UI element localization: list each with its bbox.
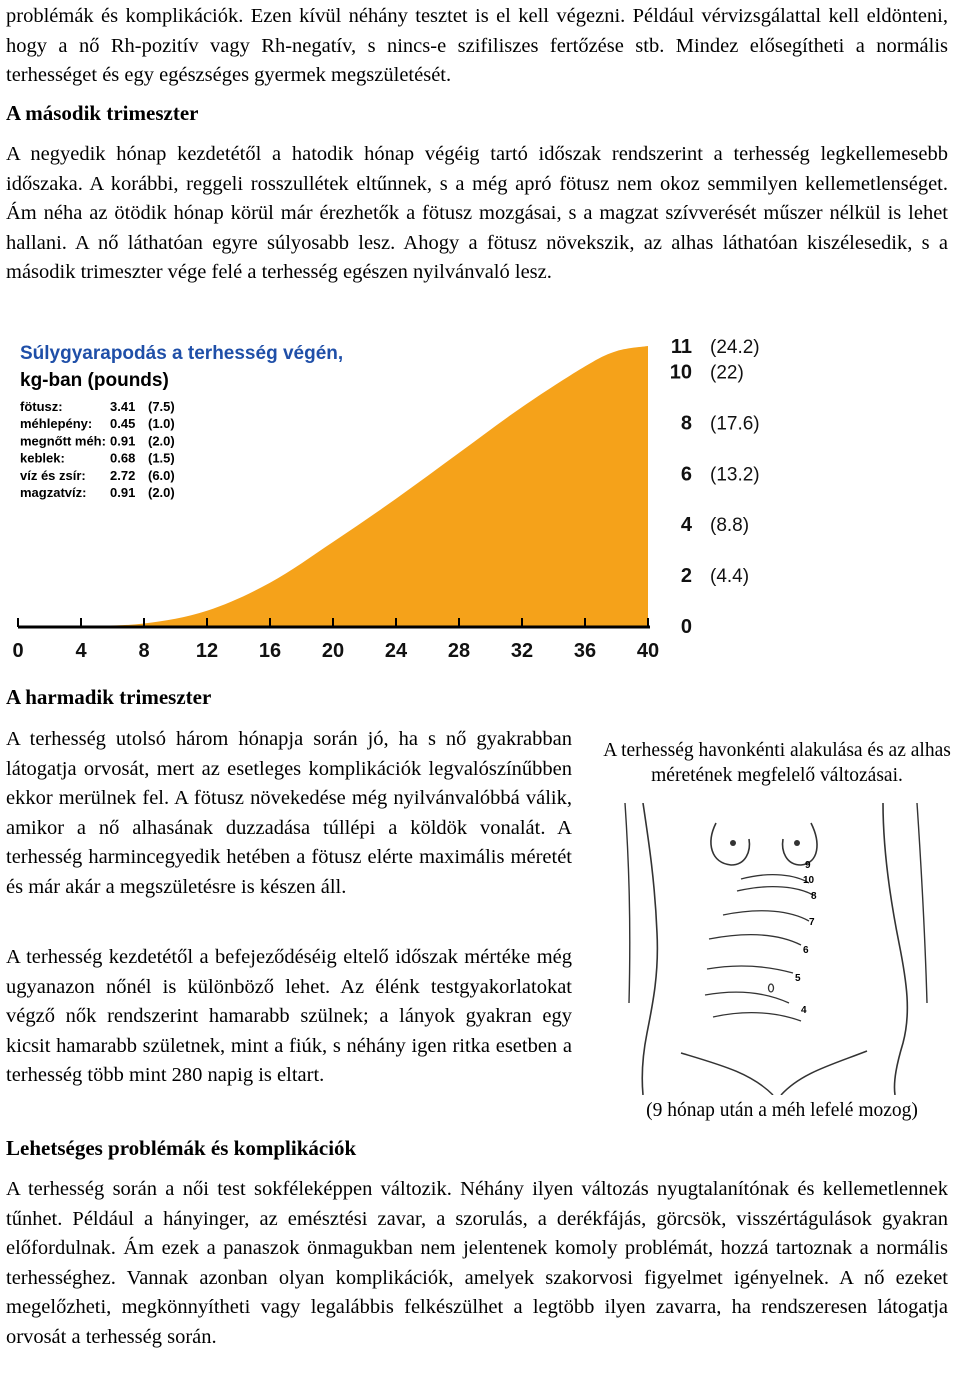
y-tick-label-lb: (22): [710, 362, 744, 384]
pregnancy-belly-illustration: [621, 803, 933, 1095]
x-tick-label: 8: [138, 640, 150, 662]
x-tick-label: 24: [384, 640, 408, 662]
legend-label: keblek:: [20, 450, 65, 466]
legend-label: fötusz:: [20, 399, 63, 414]
legend-label: megnőtt méh:: [20, 433, 106, 449]
y-tick-label-lb: (17.6): [710, 413, 760, 435]
chart-subtitle: kg-ban (pounds): [20, 370, 169, 391]
legend-value-kg: 0.91: [110, 485, 136, 500]
legend-value-kg: 3.41: [110, 399, 136, 414]
intro-paragraph: problémák és komplikációk. Ezen kívül néhány tesztet is el kell végezni. Például vérvizsgálattal kell eldönteni, hogy a nő Rh-pozitív vagy Rh-negatív, s nincs-e szifiliszes fertőzése stb. Mindez elősegítheti a normális terhességet és egy egészséges gyermek megszületését.: [6, 5, 948, 86]
x-tick-label: 28: [447, 640, 471, 662]
x-tick-label: 20: [321, 640, 345, 662]
month-label: 6: [803, 945, 809, 956]
legend-value-lb: (1.5): [148, 450, 175, 466]
y-tick-label-kg: 10: [669, 361, 692, 384]
weight-gain-chart: [8, 326, 798, 666]
x-tick-label: 32: [510, 640, 534, 662]
y-tick-label-kg: 4: [680, 514, 692, 537]
problems-paragraph: A terhesség során a női test sokféleképpen változik. Néhány ilyen változás nyugtalanítónak és kellemetlennek tűnhet. Például a hányinger, az emésztési zavar, a szorulás, a derékfájás, görcsök, visszértágulások gyakran előfordulnak. Ám ezek a panaszok önmagukban nem jelentenek komoly problémát, hozzá tartoznak a normális terhességhez. Vannak azonban olyan komplikációk, amelyek szakorvosi figyelmet igényelnek. A nő ezeket megelőzheti, megkönnyítheti vagy legalábbis felkészülhet a legtöbb ilyen zavarra, ha rendszeresen látogatja orvosát a terhesség során.: [6, 1178, 948, 1348]
legend-label: magzatvíz:: [20, 485, 87, 500]
legend-value-kg: 0.91: [110, 433, 136, 449]
x-tick-label: 36: [573, 640, 597, 662]
legend-value-lb: (6.0): [148, 467, 175, 483]
y-tick-label-lb: (8.8): [710, 515, 750, 537]
y-axis-ticks: [670, 336, 760, 638]
figure-note: (9 hónap után a méh lefelé mozog): [646, 1100, 918, 1121]
second-trimester-paragraph: A negyedik hónap kezdetétől a hatodik hónap végéig tartó időszak rendszerint a terhesség legkellemesebb időszaka. A korábbi, reggeli rosszullétek eltűnnek, s a még apró fötusz nem okoz semmilyen kellemetlenséget. Ám néha az ötödik hónap körül már érezhetők a fötusz mozgásai, s a magzat szívverését műszer nélkül is lehet hallani. A nő láthatóan egyre súlyosabb lesz. Ahogy a fötusz növekszik, az alhas láthatóan kiszélesedik, s a második trimeszter vége felé a terhesség egészen nyilvánvaló lesz.: [6, 143, 948, 283]
third-trimester-paragraph-2: A terhesség kezdetétől a befejeződéséig eltelő időszak mértéke még ugyanazon nőnél is különböző lehet. Az élénk testgyakorlatokat végző nők rendszerint hamarabb szülnek; a lányok gyakran egy kicsit hamarabb születnek, mint a fiúk, s néhány igen ritka esetben a terhesség több mint 280 napig is eltart.: [6, 946, 572, 1086]
chart-title: Súlygyarapodás a terhesség végén,: [20, 343, 344, 364]
x-tick-label: 40: [636, 640, 660, 662]
x-tick-label: 0: [12, 640, 24, 662]
legend-value-lb: (1.0): [148, 416, 175, 432]
y-tick-label-lb: (24.2): [710, 337, 760, 358]
third-trimester-heading: A harmadik trimeszter: [6, 685, 212, 709]
y-tick-label-kg: 11: [670, 336, 692, 358]
y-tick-label-lb: (4.4): [710, 566, 750, 588]
month-label: 5: [795, 973, 801, 984]
legend-value-lb: (2.0): [148, 433, 175, 449]
y-tick-label-lb: (13.2): [710, 464, 760, 486]
figure-caption: A terhesség havonkénti alakulása és az alhas méretének megfelelő változásai.: [603, 740, 951, 786]
x-tick-label: 16: [258, 640, 282, 662]
legend-value-kg: 2.72: [110, 467, 136, 483]
legend-value-kg: 0.68: [110, 450, 136, 466]
legend-value-lb: (2.0): [148, 485, 175, 500]
y-tick-label-kg: 8: [680, 412, 692, 435]
belly-drawing: [621, 803, 933, 1095]
legend-label: víz és zsír:: [20, 467, 86, 483]
legend-value-lb: (7.5): [148, 399, 175, 414]
month-label: 10: [803, 875, 815, 886]
month-label: 7: [809, 917, 815, 928]
legend-label: méhlepény:: [20, 416, 93, 432]
third-trimester-paragraph-1: A terhesség utolsó három hónapja során jó, ha s nő gyakrabban látogatja orvosát, mert az esetleges komplikációk legvalószínűbben ekkor merülnek fel. A fötusz növekedése még nyilvánvalóbbá válik, amikor a nő alhasának duzzadása túllépi a köldök vonalát. A terhesség harmincegyedik hetében a fötusz elérte maximális méretét és már akár a megszületésre is készen áll.: [6, 728, 572, 898]
month-label: 9: [805, 860, 811, 871]
legend-value-kg: 0.45: [110, 416, 136, 432]
y-tick-label-kg: 0: [680, 616, 692, 638]
weight-gain-chart-svg: [8, 326, 798, 666]
y-tick-label-kg: 2: [680, 565, 692, 588]
month-label: 4: [801, 1005, 807, 1016]
x-tick-label: 12: [195, 640, 219, 662]
x-tick-label: 4: [75, 640, 87, 662]
chart-legend: [20, 399, 175, 500]
second-trimester-heading: A második trimeszter: [6, 101, 199, 125]
y-tick-label-kg: 6: [680, 463, 692, 486]
problems-heading: Lehetséges problémák és komplikációk: [6, 1136, 357, 1160]
month-label: 8: [811, 891, 817, 902]
